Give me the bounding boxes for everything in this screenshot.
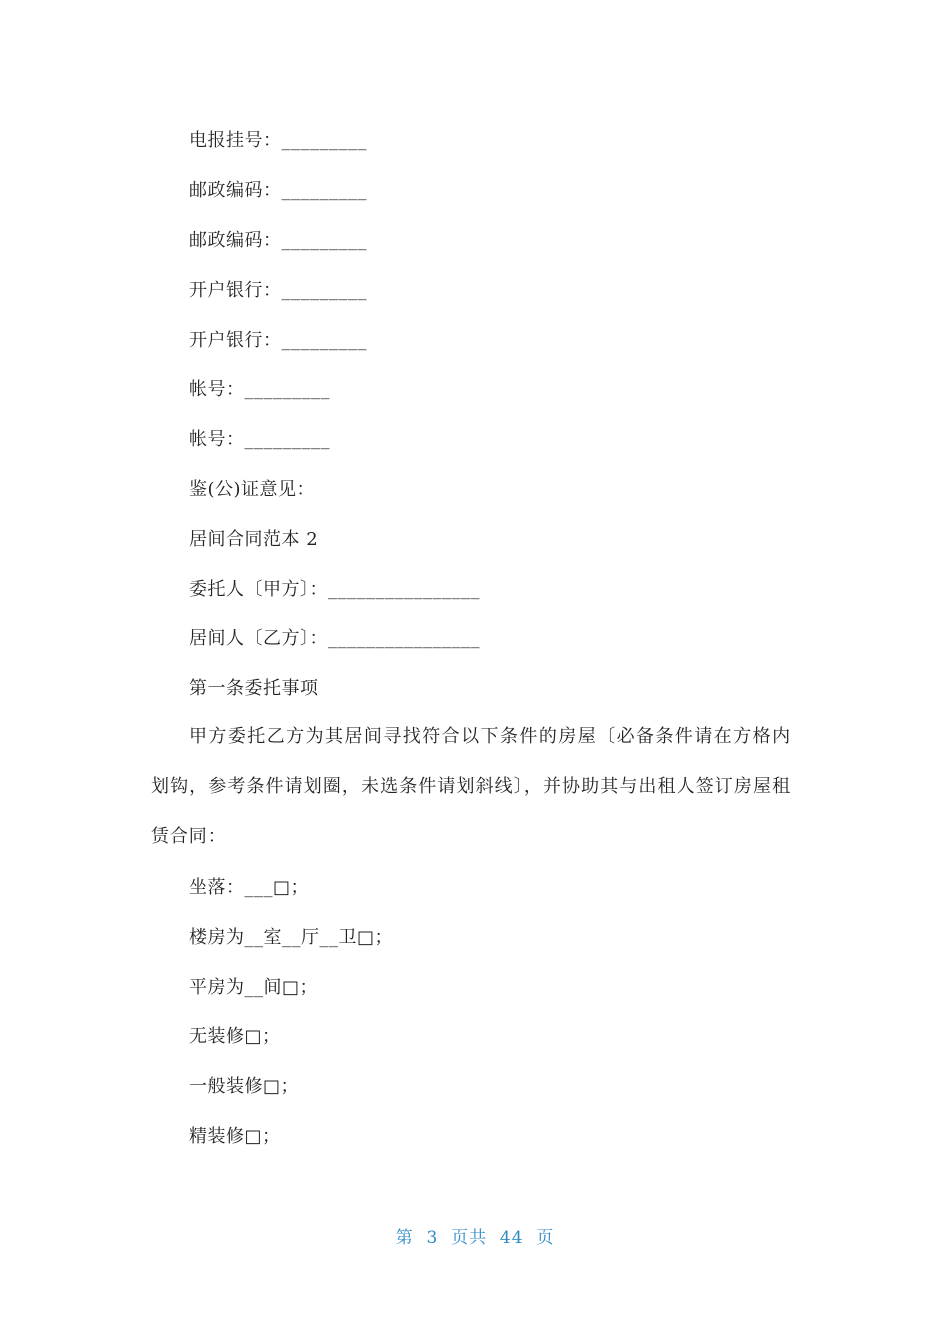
- telegram-field: 电报挂号：_________: [189, 130, 367, 151]
- intermediary-field: 居间人〔乙方〕：________________: [189, 628, 480, 649]
- condition-item: 平房为__间□；: [189, 977, 319, 998]
- condition-item: 一般装修□；: [189, 1076, 300, 1097]
- postal-code-field: 邮政编码：_________: [189, 180, 367, 201]
- commission-paragraph: 甲方委托乙方为其居间寻找符合以下条件的房屋〔必备条件请在方格内划钩，参考条件请划圈，未选条件请划斜线〕，并协助其与出租人签订房屋租赁合同：: [151, 726, 791, 847]
- condition-item: 坐落：___□；: [189, 877, 310, 898]
- postal-code-field: 邮政编码：_________: [189, 230, 367, 251]
- article-heading: 第一条委托事项: [189, 678, 319, 699]
- bank-field: 开户银行：_________: [189, 280, 367, 301]
- client-field: 委托人〔甲方〕：________________: [189, 579, 480, 600]
- account-field: 帐号：_________: [189, 429, 330, 450]
- page-number-footer: 第 3 页共 44 页: [395, 1228, 555, 1248]
- section-title: 居间合同范本 2: [189, 529, 319, 550]
- condition-item: 无装修□；: [189, 1026, 281, 1047]
- condition-item: 精装修□；: [189, 1126, 281, 1147]
- condition-item: 楼房为__室__厅__卫□；: [189, 927, 394, 948]
- account-field: 帐号：_________: [189, 379, 330, 400]
- notarization-opinion: 鉴(公)证意见：: [189, 479, 316, 500]
- bank-field: 开户银行：_________: [189, 330, 367, 351]
